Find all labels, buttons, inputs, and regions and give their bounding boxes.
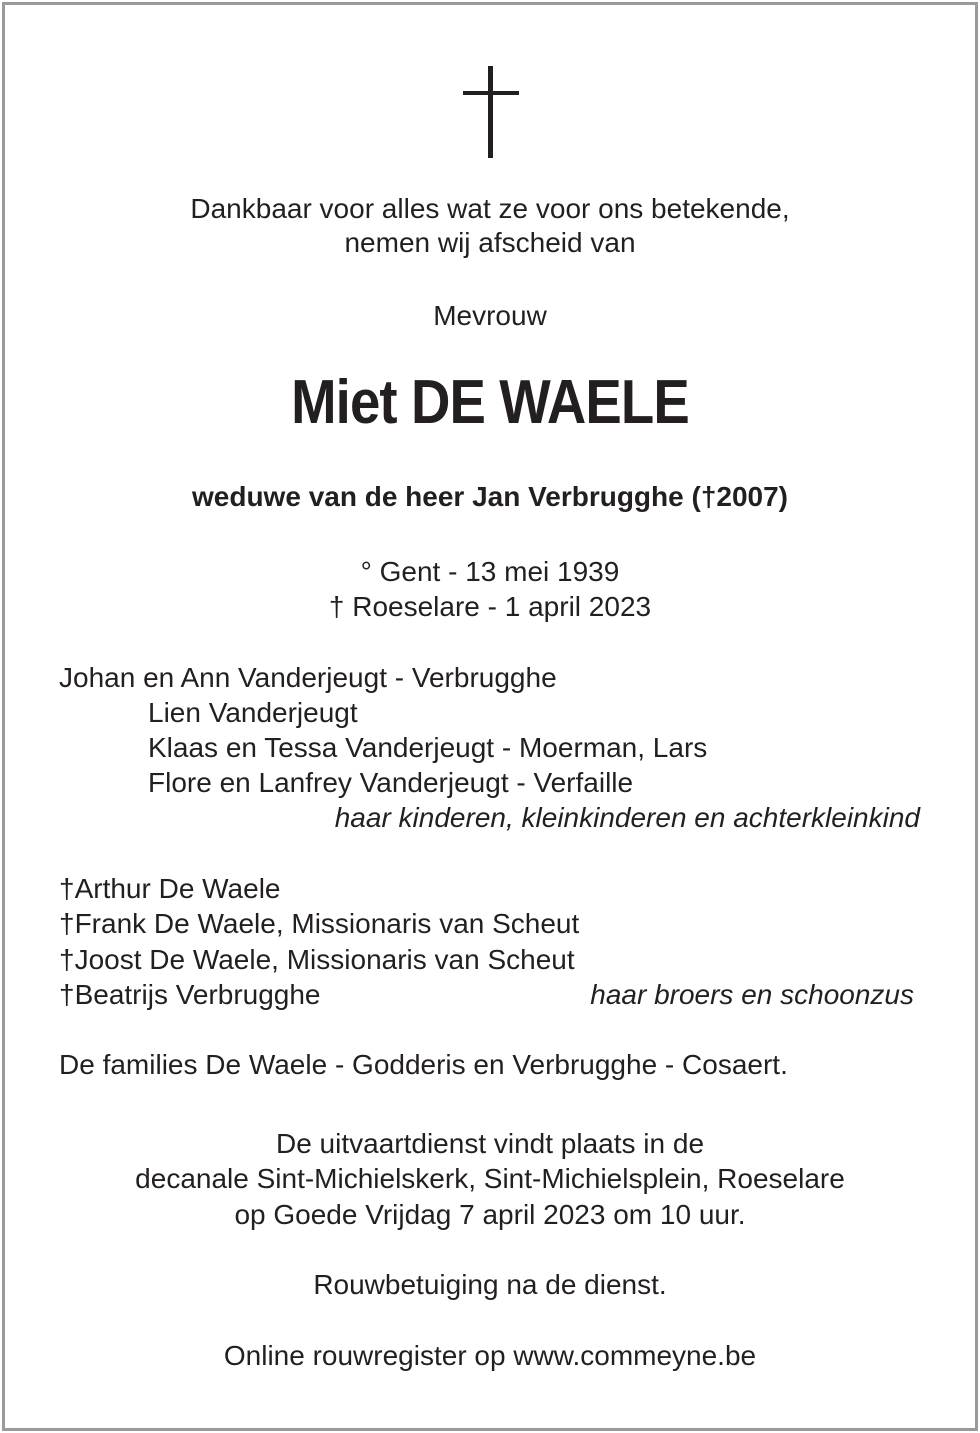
deceased-name: Miet DE WAELE [291, 368, 689, 437]
online-register-line: Online rouwregister op www.commeyne.be [223, 1340, 757, 1371]
grandchild-line: Flore en Lanfrey Vanderjeugt - Verfaille [148, 767, 634, 798]
sibling-line: †Joost De Waele, Missionaris van Scheut [59, 944, 575, 975]
birth-line: ° Gent - 13 mei 1939 [360, 556, 620, 587]
sibling-line: †Arthur De Waele [59, 873, 281, 904]
children-line: Johan en Ann Vanderjeugt - Verbrugghe [59, 662, 557, 693]
condolence-line: Rouwbetuiging na de dienst. [313, 1269, 667, 1300]
children-caption: haar kinderen, kleinkinderen en achterkleinkind [334, 802, 920, 833]
intro-line-2: nemen wij afscheid van [344, 227, 636, 258]
grandchild-line: Klaas en Tessa Vanderjeugt - Moerman, Lars [148, 732, 708, 763]
cross-icon [463, 66, 519, 158]
siblings-caption: haar broers en schoonzus [590, 979, 914, 1010]
service-line-3: op Goede Vrijdag 7 april 2023 om 10 uur. [234, 1199, 746, 1230]
grandchild-line: Lien Vanderjeugt [148, 697, 358, 728]
sibling-line: †Beatrijs Verbrugghe [59, 979, 321, 1010]
death-line: † Roeselare - 1 april 2023 [328, 591, 652, 622]
service-line-1: De uitvaartdienst vindt plaats in de [275, 1128, 705, 1159]
sibling-line: †Frank De Waele, Missionaris van Scheut [59, 908, 580, 939]
spouse-line: weduwe van de heer Jan Verbrugghe (†2007) [192, 481, 788, 512]
service-line-2: decanale Sint-Michielskerk, Sint-Michielsplein, Roeselare [135, 1163, 845, 1194]
salutation: Mevrouw [433, 300, 547, 331]
families-line: De families De Waele - Godderis en Verbrugghe - Cosaert. [59, 1049, 788, 1080]
intro-line-1: Dankbaar voor alles wat ze voor ons betekende, [190, 193, 790, 224]
